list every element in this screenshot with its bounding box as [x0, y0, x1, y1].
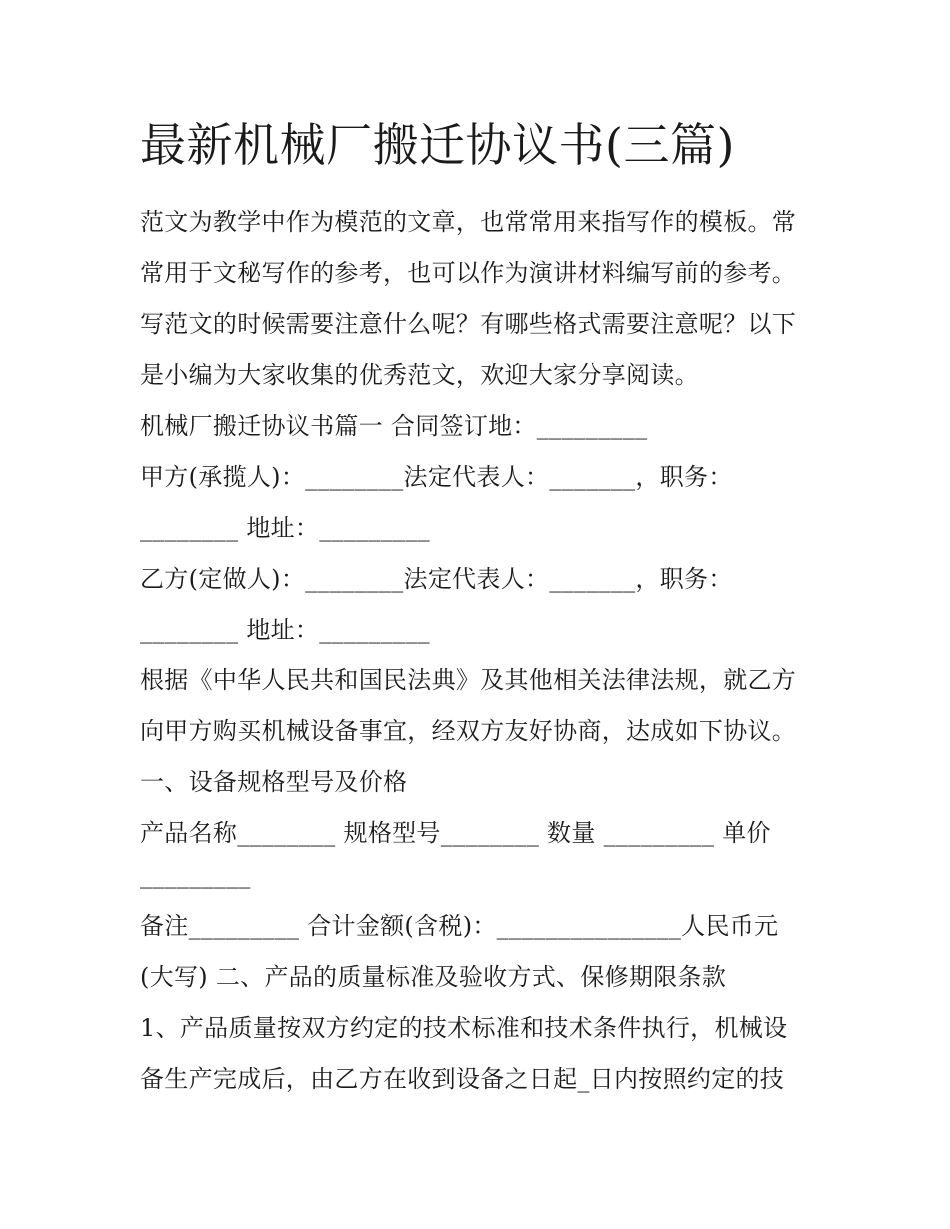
paragraph-line: (大写) 二、产品的质量标准及验收方式、保修期限条款	[140, 963, 727, 991]
paragraph-line: 备生产完成后，由乙方在收到设备之日起_日内按照约定的技	[140, 1065, 785, 1093]
paragraph-line: 备注_________ 合计金额(含税)：_______________人民币元	[140, 912, 779, 940]
paragraph-line: 写范文的时候需要注意什么呢？有哪些格式需要注意呢？以下	[140, 310, 797, 338]
paragraph-line: 根据《中华人民共和国民法典》及其他相关法律法规，就乙方	[140, 666, 797, 694]
paragraph-line: 甲方(承揽人)：________法定代表人：_______，职务：	[140, 463, 733, 491]
paragraph-line: 向甲方购买机械设备事宜，经双方友好协商，达成如下协议。	[140, 717, 797, 745]
paragraph-line: 产品名称________ 规格型号________ 数量 _________ 单价	[140, 819, 771, 847]
paragraph-line: 1、产品质量按双方约定的技术标准和技术条件执行，机械设	[140, 1014, 788, 1042]
paragraph-line: ________ 地址：_________	[140, 616, 430, 644]
paragraph-line: 乙方(定做人)：________法定代表人：_______，职务：	[140, 565, 733, 593]
paragraph-line: ________ 地址：_________	[140, 514, 430, 542]
paragraph-line: _________	[140, 861, 251, 889]
document-title: 最新机械厂搬迁协议书(三篇)	[140, 118, 735, 172]
paragraph-line: 机械厂搬迁协议书篇一 合同签订地：_________	[140, 412, 648, 440]
paragraph-line: 是小编为大家收集的优秀范文，欢迎大家分享阅读。	[140, 361, 699, 389]
paragraph-line: 常用于文秘写作的参考，也可以作为演讲材料编写前的参考。	[140, 259, 797, 287]
paragraph-line: 范文为教学中作为模范的文章，也常常用来指写作的模板。常	[140, 208, 797, 236]
section-heading: 一、设备规格型号及价格	[140, 768, 408, 796]
